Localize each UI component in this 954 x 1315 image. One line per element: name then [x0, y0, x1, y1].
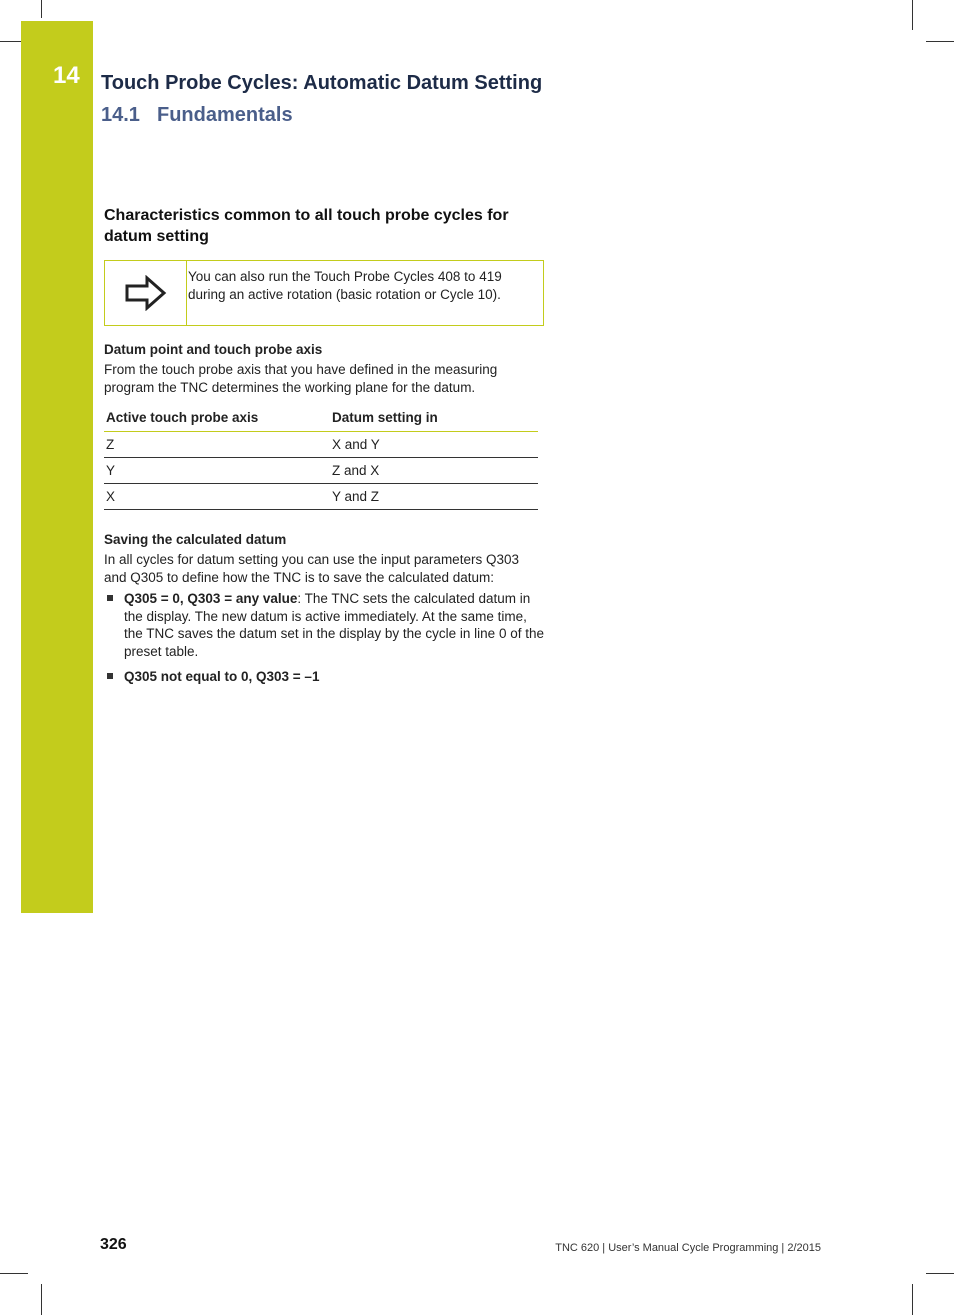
saving-paragraph: In all cycles for datum setting you can use the input parameters Q303 and Q305 to define how the TNC is to save the calculated datum:	[104, 552, 519, 585]
table-header-cell: Datum setting in	[330, 404, 538, 432]
table-row	[104, 458, 538, 484]
bullet-text: : The TNC sets the calculated datum in the display. The new datum is active immediately. At the same time, the TNC saves the datum set in the display by the cycle in line 0 of the preset table.	[124, 591, 544, 659]
crop-mark	[926, 41, 954, 42]
datum-point-paragraph: From the touch probe axis that you have defined in the measuring program the TNC determines the working plane for the datum.	[104, 362, 498, 395]
chapter-title: Touch Probe Cycles: Automatic Datum Setting	[101, 72, 543, 94]
section-number: 14.1	[101, 104, 140, 126]
axis-table	[104, 404, 538, 510]
crop-mark	[41, 1284, 42, 1315]
list-item	[104, 668, 544, 686]
chapter-number: 14	[53, 62, 80, 89]
table-cell: Z and X	[330, 458, 538, 484]
datum-point-subheading: Datum point and touch probe axis	[104, 342, 323, 357]
content-heading: Characteristics common to all touch probe cycles for datum setting	[104, 207, 509, 245]
crop-mark	[0, 41, 22, 42]
crop-mark	[912, 0, 913, 30]
table-cell: X	[104, 484, 330, 510]
table-header-row	[104, 404, 538, 432]
list-item	[104, 590, 544, 660]
page-number: 326	[100, 1236, 127, 1253]
table-row	[104, 432, 538, 458]
crop-mark	[41, 0, 42, 18]
note-box	[104, 260, 544, 326]
saving-subheading: Saving the calculated datum	[104, 532, 287, 547]
table-cell: Z	[104, 432, 330, 458]
bullet-square-icon	[107, 673, 113, 679]
footer-text: TNC 620 | User’s Manual Cycle Programming | 2/2015	[555, 1242, 821, 1254]
bullet-bold-text: Q305 not equal to 0, Q303 = –1	[124, 669, 320, 684]
crop-mark	[912, 1284, 913, 1315]
table-cell: Y and Z	[330, 484, 538, 510]
bullet-square-icon	[107, 595, 113, 601]
table-header-cell: Active touch probe axis	[104, 404, 330, 432]
main-content	[104, 205, 544, 690]
table-cell: X and Y	[330, 432, 538, 458]
chapter-side-bar	[21, 21, 93, 913]
note-text: You can also run the Touch Probe Cycles 408 to 419 during an active rotation (basic rotation or Cycle 10).	[188, 269, 502, 302]
table-cell: Y	[104, 458, 330, 484]
arrow-right-icon	[105, 261, 187, 325]
crop-mark	[926, 1273, 954, 1274]
section-name: Fundamentals	[157, 104, 293, 126]
bullet-bold-text: Q305 = 0, Q303 = any value	[124, 591, 298, 606]
section-title	[101, 104, 293, 127]
crop-mark	[0, 1273, 28, 1274]
saving-bullet-list	[104, 590, 544, 686]
table-row	[104, 484, 538, 510]
